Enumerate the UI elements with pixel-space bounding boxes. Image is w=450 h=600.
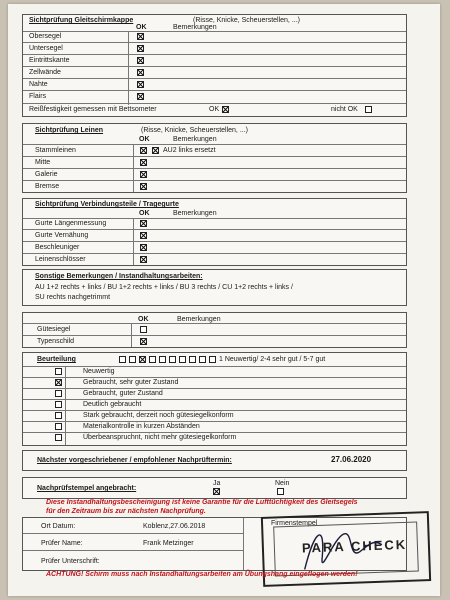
signature-label: Prüfer Unterschrift: [41,558,100,565]
rating-scale-box[interactable] [119,356,126,363]
rating-checkbox[interactable] [55,401,62,408]
stamp-logo: PARA CHECK [301,536,408,556]
rating-checkbox[interactable] [55,379,62,386]
ok-header: OK [138,316,149,323]
ok-header: OK [136,24,147,31]
risers-ok-checkbox[interactable] [140,232,147,239]
tear-not-ok-checkbox[interactable] [365,106,372,113]
place-date-value: Koblenz,27.06.2018 [143,523,206,530]
canopy-ok-checkbox[interactable] [137,57,144,64]
rating-label: Deutlich gebraucht [83,401,142,408]
examiner-label: Prüfer Name: [41,540,83,547]
rating-scale-box[interactable] [169,356,176,363]
rating-scale-box[interactable] [149,356,156,363]
next-check-date: 27.06.2020 [331,455,372,464]
risers-title: Sichtprüfung Verbindungsteile / Tragegurte [35,201,179,208]
rating-scale-box[interactable] [139,356,146,363]
risers-ok-checkbox[interactable] [140,244,147,251]
rating-label: Gebraucht, sehr guter Zustand [83,379,179,386]
rating-label: Stark gebraucht, derzeit noch gütesiegelkonform [83,412,234,419]
rating-scale-box[interactable] [179,356,186,363]
place-date-label: Ort Datum: [41,523,76,530]
canopy-ok-checkbox[interactable] [137,33,144,40]
rating-label: Neuwertig [83,368,115,375]
canopy-hint: (Risse, Knicke, Scheuerstellen, ...) [193,17,300,24]
tear-strength-label: Reißfestigkeit gemessen mit Bettsometer [29,106,157,113]
remarks-header: Bemerkungen [173,24,217,31]
seal-row-label: Gütesiegel [37,326,71,333]
lines-ok-checkbox[interactable] [140,183,147,190]
rating-scale-box[interactable] [189,356,196,363]
seal-row-label: Typenschild [37,338,74,345]
lines-row-label: Stammleinen [35,147,76,154]
canopy-row-label: Zellwände [29,69,61,76]
warning-text: ACHTUNG! Schirm muss nach Instandhaltungsarbeiten am Übungshang eingeflogen werden! [46,571,358,578]
tear-ok-label: OK [209,106,220,113]
risers-row-label: Gurte Längenmessung [35,220,107,227]
canopy-title: Sichtprüfung Gleitschirmkappe [29,17,134,24]
stamp-no-checkbox[interactable] [277,488,284,495]
canopy-ok-checkbox[interactable] [137,81,144,88]
rating-checkbox[interactable] [55,423,62,430]
lines-row-label: Mitte [35,159,51,166]
rating-scale-box[interactable] [209,356,216,363]
rating-section [22,352,407,446]
risers-row-label: Leinenschlösser [35,256,86,263]
lines-row-label: Galerie [35,171,58,178]
canopy-row-label: Eintrittskante [29,57,70,64]
risers-row-label: Gurte Vernähung [35,232,89,239]
rating-scale-box[interactable] [199,356,206,363]
lines-ok-checkbox[interactable] [140,171,147,178]
stamp-question-label: Nachprüfstempel angebracht: [37,485,137,492]
stamp-question-section [22,477,407,499]
tear-ok-checkbox[interactable] [222,106,229,113]
next-check-label: Nächster vorgeschriebener / empfohlener Nachprüftermin: [37,457,232,464]
canopy-ok-checkbox[interactable] [137,69,144,76]
canopy-row-label: Nahte [29,81,48,88]
rating-checkbox[interactable] [55,412,62,419]
risers-section [22,198,407,266]
rating-scale-box[interactable] [129,356,136,363]
remarks-header: Bemerkungen [177,316,221,323]
rating-label: Überbeanspruchnt, nicht mehr gütesiegelkonform [83,434,237,441]
lines-ok-checkbox[interactable] [140,147,147,154]
rating-label: Gebraucht, guter Zustand [83,390,163,397]
canopy-row-label: Untersegel [29,45,63,52]
remarks-header: Bemerkungen [173,210,217,217]
notes-line: AU 1+2 rechts + links / BU 1+2 rechts + links / BU 3 rechts / CU 1+2 rechts + links / [35,284,293,291]
rating-title: Beurteilung [37,356,76,363]
rating-checkbox[interactable] [55,434,62,441]
examiner-value: Frank Metzinger [143,540,194,547]
lines-remark-checkbox[interactable] [152,147,159,154]
remarks-header: Bemerkungen [173,136,217,143]
rating-scale-text: 1 Neuwertig/ 2-4 sehr gut / 5-7 gut [219,356,326,363]
tear-not-ok-label: nicht OK [331,106,358,113]
lines-section [22,123,407,193]
canopy-section [22,14,407,117]
canopy-row-label: Obersegel [29,33,62,40]
rating-checkbox[interactable] [55,390,62,397]
notes-line: SU rechts nachgetrimmt [35,294,111,301]
notes-section [22,269,407,306]
disclaimer-line: Diese Instandhaltungsbescheinigung ist keine Garantie für die Lufttüchtigkeit des Gleitsegels [46,499,358,506]
stamp-yes-label: Ja [213,480,221,487]
ok-header: OK [139,210,150,217]
risers-ok-checkbox[interactable] [140,256,147,263]
rating-scale [119,356,234,364]
lines-title: Sichtprüfung Leinen [35,127,104,134]
seal-section [22,312,407,348]
stamp-no-label: Nein [275,480,290,487]
disclaimer-line: für den Zeitraum bis zur nächsten Nachprüfung. [46,508,206,515]
risers-row-label: Beschleuniger [35,244,80,251]
ok-header: OK [139,136,150,143]
lines-row-label: Bremse [35,183,60,190]
canopy-ok-checkbox[interactable] [137,93,144,100]
notes-title: Sonstige Bemerkungen / Instandhaltungsarbeiten: [35,273,203,280]
lines-remark: AU2 links ersetzt [163,147,216,154]
company-stamp-label: Firmenstempel [271,520,318,527]
risers-ok-checkbox[interactable] [140,220,147,227]
seal-ok-checkbox[interactable] [140,338,147,345]
lines-ok-checkbox[interactable] [140,159,147,166]
lines-hint: (Risse, Knicke, Scheuerstellen, ...) [141,127,248,134]
rating-label: Materialkontrolle in kurzen Abständen [83,423,200,430]
seal-ok-checkbox[interactable] [140,326,147,333]
stamp-yes-checkbox[interactable] [213,488,220,495]
next-check-section [22,450,407,471]
canopy-ok-checkbox[interactable] [137,45,144,52]
rating-checkbox[interactable] [55,368,62,375]
canopy-row-label: Flairs [29,93,47,100]
rating-scale-box[interactable] [159,356,166,363]
